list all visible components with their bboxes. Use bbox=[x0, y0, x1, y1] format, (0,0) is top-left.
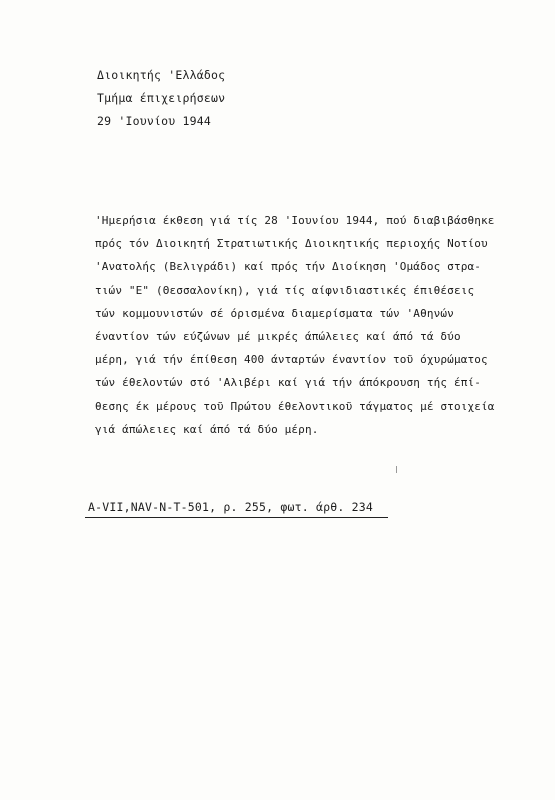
body-line: τών κομμουνιστών σέ όρισμένα διαμερίσματα τών 'Αθηνών bbox=[95, 306, 454, 320]
archive-reference: A-VII,NAV-N-T-501, ρ. 255, φωτ. άρθ. 234 bbox=[88, 500, 373, 514]
stray-mark bbox=[396, 466, 397, 473]
body-line: πρός τόν Διοικητή Στρατιωτικής Διοικητικής περιοχής Νοτίου bbox=[95, 237, 488, 251]
sender-line: Διοικητής 'Ελλάδος bbox=[97, 68, 226, 82]
body-line: τιών "Ε" (Θεσσαλονίκη), γιά τίς αίφνιδιαστικές έπιθέσεις bbox=[95, 283, 475, 297]
document-body bbox=[95, 209, 543, 441]
department-line: Τμήμα έπιχειρήσεων bbox=[97, 91, 226, 105]
body-line: έναντίον τών εύζώνων μέ μικρές άπώλειες καί άπό τά δύο bbox=[95, 330, 461, 344]
body-line: 'Ανατολής (Βελιγράδι) καί πρός τήν Διοίκηση 'Ομάδος στρα- bbox=[95, 260, 482, 274]
date-line: 29 'Ιουνίου 1944 bbox=[97, 114, 211, 128]
body-line: 'Ημερήσια έκθεση γιά τίς 28 'Ιουνίου 1944, πού διαβιβάσθηκε bbox=[95, 214, 495, 227]
body-line: θεσης έκ μέρους τοῦ Πρώτου έθελοντικοῦ τάγματος μέ στοιχεία bbox=[95, 399, 495, 413]
document-header bbox=[97, 64, 225, 133]
body-line: τών έθελοντών στό 'Αλιβέρι καί γιά τήν άπόκρουση τής έπί- bbox=[95, 376, 482, 390]
reference-underline bbox=[85, 517, 388, 518]
body-line: μέρη, γιά τήν έπίθεση 400 άνταρτών έναντίον τοῦ όχυρώματος bbox=[95, 353, 488, 367]
body-line: γιά άπώλειες καί άπό τά δύο μέρη. bbox=[95, 422, 319, 436]
